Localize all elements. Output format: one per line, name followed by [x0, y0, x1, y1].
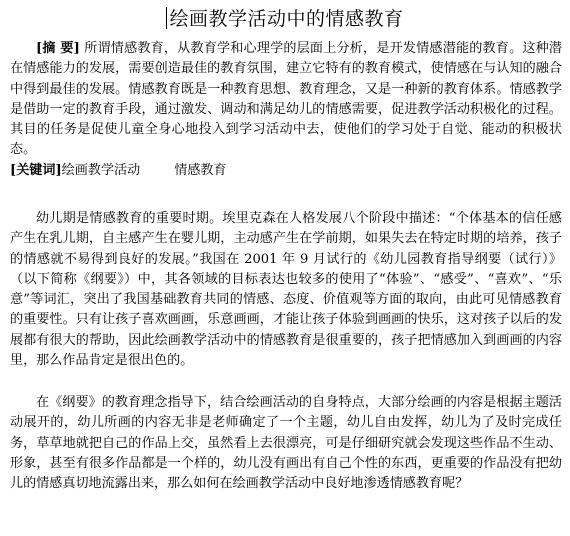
- document-title: 绘画教学活动中的情感教育: [169, 8, 404, 30]
- keyword-item: 情感教育: [174, 163, 227, 178]
- body-paragraph: 在《纲要》的教育理念指导下，结合绘画活动的自身特点，大部分绘画的内容是根据主题活动展开的，幼儿所画的内容无非是老师确定了一个主题，幼儿自由发挥，幼儿为了及时完成任务，草草地就把自己的作品上交，虽然看上去很漂亮，可是仔细研究就会发现这些作品不生动、形象，甚至有很多作品都是一个样的，幼儿没有画出有自己个性的东西，更重要的作品没有把幼儿的情感真切地流露出来，那么如何在绘画教学活动中良好地渗透情感教育呢？: [10, 395, 562, 492]
- keywords-label: [关键词]: [10, 163, 62, 178]
- keywords-line: [10, 161, 562, 181]
- text-cursor: [166, 7, 167, 29]
- abstract-text: 所谓情感教育，从教育学和心理学的层面上分析，是开发情感潜能的教育。这种潜在情感能力的发展，需要创造最佳的教育氛围，建立它特有的教育模式，使情感在与认知的融合中得到最佳的发展。情感教育既是一种教育思想、教育理念，又是一种新的教育体系。情感教学是借助一定的教育手段，通过激发、调动和满足幼儿的情感需要，促进教学活动积极化的过程。其目的任务是促使儿童全身心地投入到学习活动中去，使他们的学习处于自觉、能动的积极状态。: [10, 41, 563, 158]
- abstract-label: [摘 要]: [36, 41, 80, 56]
- title-row: [0, 4, 570, 31]
- keyword-item: 绘画教学活动: [61, 163, 141, 178]
- body-paragraph: 幼儿期是情感教育的重要时期。埃里克森在人格发展八个阶段中描述：“个体基本的信任感产生在乳儿期，自主感产生在婴儿期，主动感产生在学前期，如果失去在特定时期的培养，孩子的情感就不易得到良好的发展。”我国在 2001 年 9 月试行的《幼儿园教育指导纲要（试行）》（以下简称《纲要》）中，其各领域的目标表达也较多的使用了“体验”、“感受”、“喜欢”、“乐意”等词汇，突出了我国基础教育共同的情感、态度、价值观等方面的取向，由此可见情感教育的重要性。只有让孩子喜欢画画，乐意画画，才能让孩子体验到画画的快乐，这对孩子以后的发展都有很大的帮助，因此绘画教学活动中的情感教育是很重要的，孩子把情感加入到画画的内容里，那么作品肯定是很出色的。: [10, 211, 562, 369]
- abstract-paragraph: [10, 39, 562, 161]
